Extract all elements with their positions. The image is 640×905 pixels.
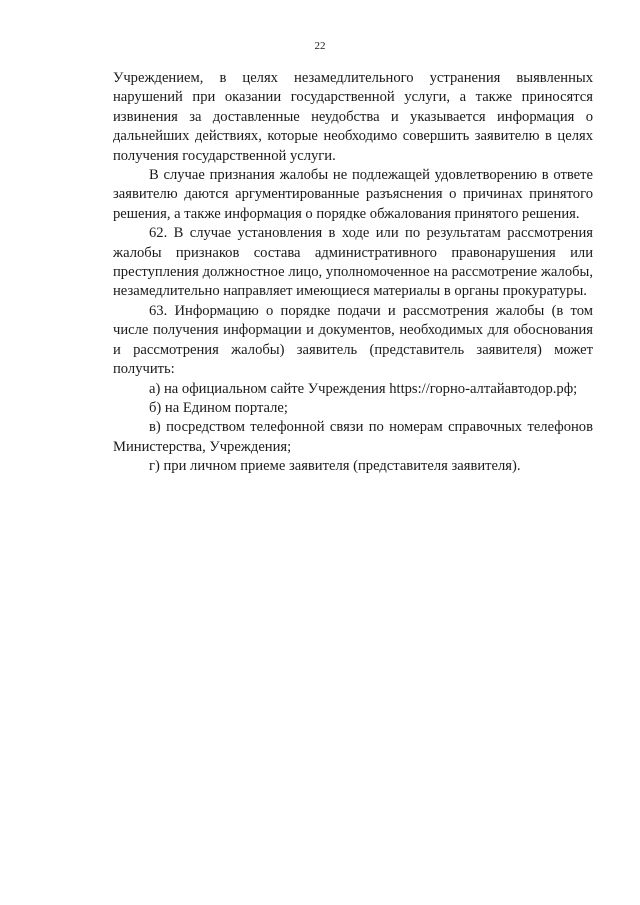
list-item-63-v: в) посредством телефонной связи по номерам справочных телефонов Министерства, Учреждения; xyxy=(113,419,593,455)
list-item-63-a: а) на официальном сайте Учреждения https://горно-алтайавтодор.рф; xyxy=(149,380,578,397)
page-number: 22 xyxy=(314,40,326,52)
paragraph-item-63: 63. Информацию о порядке подачи и рассмотрения жалобы (в том числе получения информации и документов, необходимых для обоснования и рассмотрения жалобы) заявитель (представитель заявителя) может получить: xyxy=(113,302,593,378)
paragraph-continuation: Учреждением, в целях незамедлительного устранения выявленных нарушений при оказании государственной услуги, а также приносятся извинения за доставленные неудобства и указывается информация о дальнейших действиях, которые необходимо совершить заявителю в целях получения государственной услуги. xyxy=(113,70,593,164)
list-item-63-g: г) при личном приеме заявителя (представителя заявителя). xyxy=(149,458,521,475)
paragraph-refusal-response: В случае признания жалобы не подлежащей удовлетворению в ответе заявителю даются аргументированные разъяснения о причинах принятого решения, а также информация о порядке обжалования принятого решения. xyxy=(113,167,593,222)
list-item-63-b: б) на Едином портале; xyxy=(149,399,288,416)
paragraph-item-62: 62. В случае установления в ходе или по результатам рассмотрения жалобы признаков состава административного правонарушения или преступления должностное лицо, уполномоченное на рассмотрение жалобы, незамедлительно направляет имеющиеся материалы в органы прокуратуры. xyxy=(113,225,593,300)
document-body xyxy=(113,69,593,477)
